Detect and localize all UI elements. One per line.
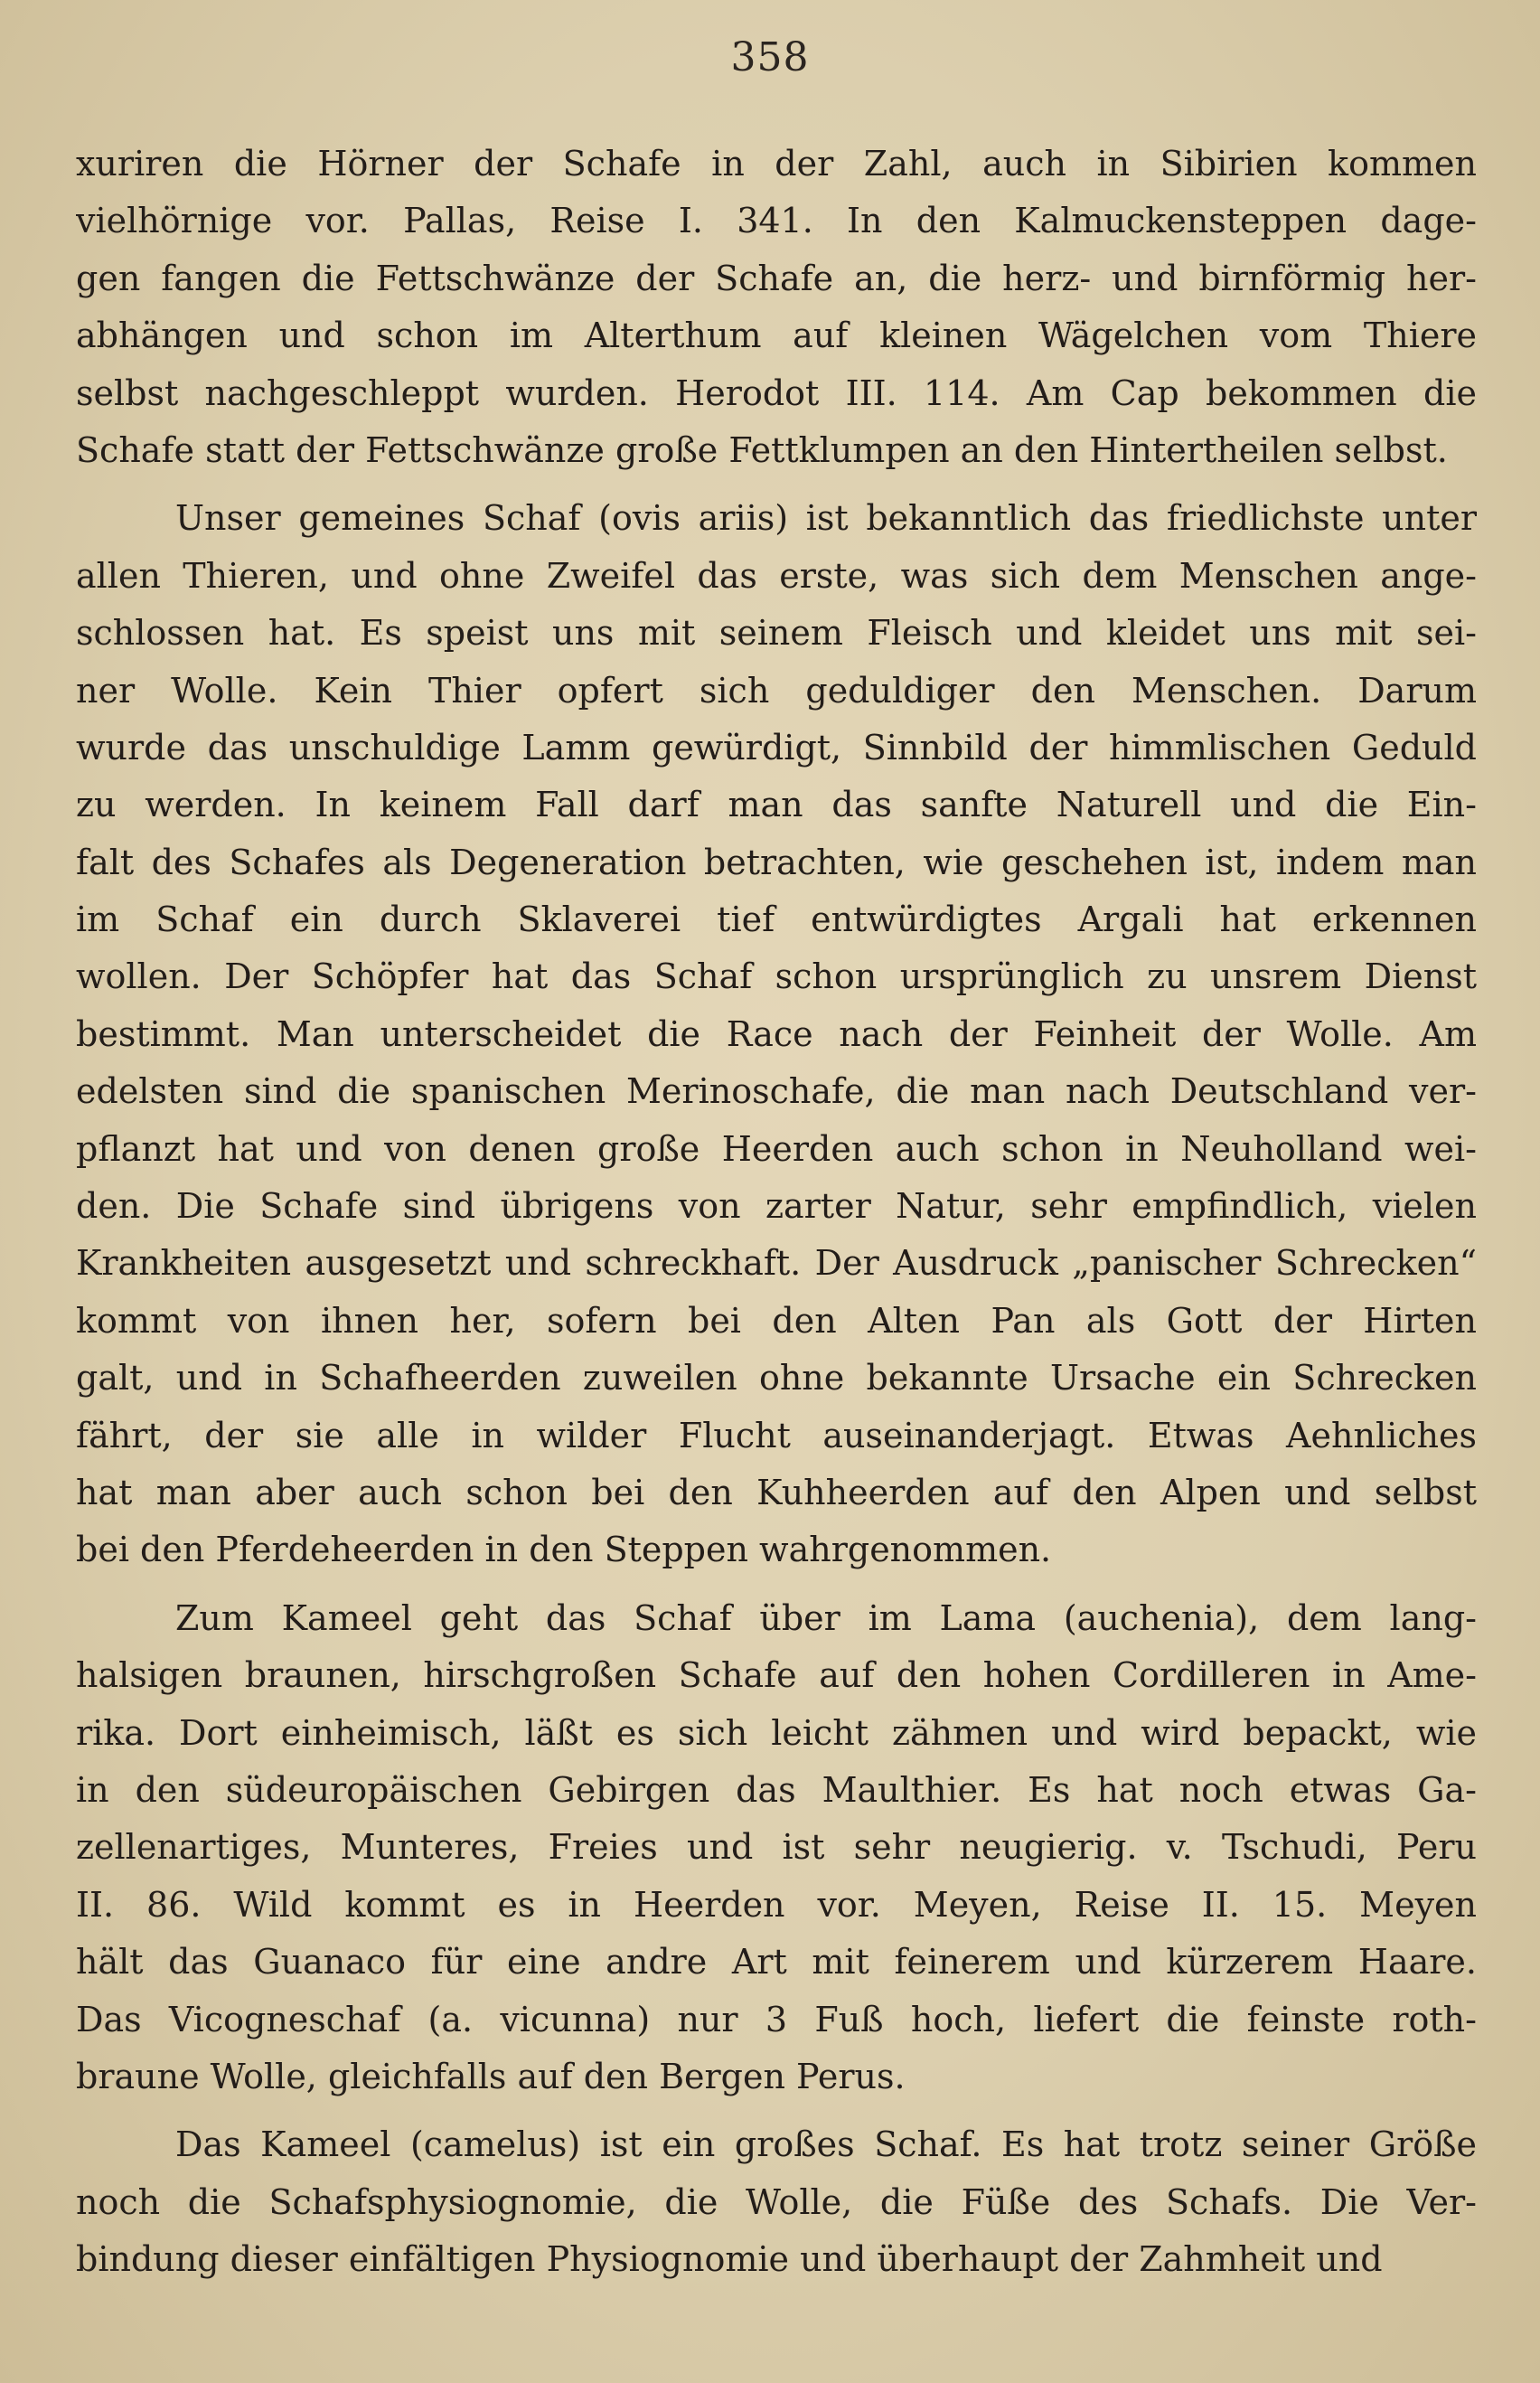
- page-number: 358: [730, 34, 810, 80]
- text-line: halsigen braunen, hirschgroßen Schafe auf den hohen Cordilleren in Ame-: [76, 1655, 1477, 1696]
- text-line: in den südeuropäischen Gebirgen das Maulthier. Es hat noch etwas Ga-: [76, 1769, 1477, 1810]
- text-line: fährt, der sie alle in wilder Flucht auseinanderjagt. Etwas Aehnliches: [76, 1415, 1477, 1455]
- text-line: selbst nachgeschleppt wurden. Herodot III. 114. Am Cap bekommen die: [76, 372, 1477, 413]
- text-line: abhängen und schon im Alterthum auf kleinen Wägelchen vom Thiere: [76, 316, 1477, 356]
- text-line: zu werden. In keinem Fall darf man das sanfte Naturell und die Ein-: [76, 785, 1477, 825]
- text-line: bindung dieser einfältigen Physiognomie und überhaupt der Zahmheit und: [76, 2239, 1383, 2280]
- text-line: falt des Schafes als Degeneration betrachten, wie geschehen ist, indem man: [76, 842, 1477, 882]
- text-line: hat man aber auch schon bei den Kuhheerden auf den Alpen und selbst: [76, 1472, 1477, 1512]
- text-line: II. 86. Wild kommt es in Heerden vor. Meyen, Reise II. 15. Meyen: [76, 1884, 1477, 1925]
- text-line: bestimmt. Man unterscheidet die Race nach der Feinheit der Wolle. Am: [76, 1013, 1477, 1054]
- paragraph: [76, 136, 1477, 479]
- text-line: braune Wolle, gleichfalls auf den Bergen Perus.: [76, 2056, 906, 2096]
- text-line: rika. Dort einheimisch, läßt es sich leicht zähmen und wird bepackt, wie: [76, 1712, 1477, 1753]
- text-line: wurde das unschuldige Lamm gewürdigt, Sinnbild der himmlischen Geduld: [76, 727, 1477, 768]
- text-line: kommt von ihnen her, sofern bei den Alten Pan als Gott der Hirten: [76, 1300, 1477, 1341]
- text-line: im Schaf ein durch Sklaverei tief entwürdigtes Argali hat erkennen: [76, 900, 1477, 940]
- text-line: den. Die Schafe sind übrigens von zarter Natur, sehr empfindlich, vielen: [76, 1186, 1477, 1227]
- text-line: pflanzt hat und von denen große Heerden auch schon in Neuholland wei-: [76, 1128, 1477, 1169]
- text-line: edelsten sind die spanischen Merinoschafe, die man nach Deutschland ver-: [76, 1071, 1477, 1112]
- text-line: Unser gemeines Schaf (ovis ariis) ist bekanntlich das friedlichste unter: [175, 498, 1477, 539]
- text-line: zellenartiges, Munteres, Freies und ist sehr neugierig. v. Tschudi, Peru: [76, 1827, 1477, 1868]
- text-line: ner Wolle. Kein Thier opfert sich geduldiger den Menschen. Darum: [76, 670, 1477, 711]
- text-line: schlossen hat. Es speist uns mit seinem Fleisch und kleidet uns mit sei-: [76, 613, 1477, 654]
- text-line: vielhörnige vor. Pallas, Reise I. 341. In den Kalmuckensteppen dage-: [76, 201, 1477, 241]
- text-line: hält das Guanaco für eine andre Art mit feinerem und kürzerem Haare.: [76, 1942, 1477, 1983]
- paragraph-gap: [76, 2105, 1477, 2116]
- text-line: wollen. Der Schöpfer hat das Schaf schon ursprünglich zu unsrem Dienst: [76, 956, 1477, 997]
- text-line: Schafe statt der Fettschwänze große Fettklumpen an den Hintertheilen selbst.: [76, 429, 1448, 470]
- paragraph-gap: [76, 479, 1477, 490]
- text-line: Zum Kameel geht das Schaf über im Lama (auchenia), dem lang-: [175, 1597, 1477, 1638]
- text-line: xuriren die Hörner der Schafe in der Zahl, auch in Sibirien kommen: [76, 144, 1477, 184]
- text-line: noch die Schafsphysiognomie, die Wolle, die Füße des Schafs. Die Ver-: [76, 2181, 1477, 2222]
- body-text: [76, 136, 1477, 2288]
- text-line: allen Thieren, und ohne Zweifel das erste, was sich dem Menschen ange-: [76, 555, 1477, 596]
- text-line: Das Vicogneschaf (a. vicunna) nur 3 Fuß hoch, liefert die feinste roth-: [76, 1999, 1477, 2039]
- paragraph: [76, 490, 1477, 1578]
- text-line: Das Kameel (camelus) ist ein großes Schaf. Es hat trotz seiner Größe: [175, 2124, 1477, 2165]
- paragraph: [76, 2116, 1477, 2288]
- paragraph-gap: [76, 1579, 1477, 1590]
- paragraph: [76, 1590, 1477, 2106]
- text-line: gen fangen die Fettschwänze der Schafe an, die herz- und birnförmig her-: [76, 258, 1477, 298]
- text-line: Krankheiten ausgesetzt und schreckhaft. Der Ausdruck „panischer Schrecken“: [76, 1243, 1477, 1284]
- text-line: bei den Pferdeheerden in den Steppen wahrgenommen.: [76, 1530, 1052, 1570]
- text-line: galt, und in Schafheerden zuweilen ohne bekannte Ursache ein Schrecken: [76, 1358, 1477, 1399]
